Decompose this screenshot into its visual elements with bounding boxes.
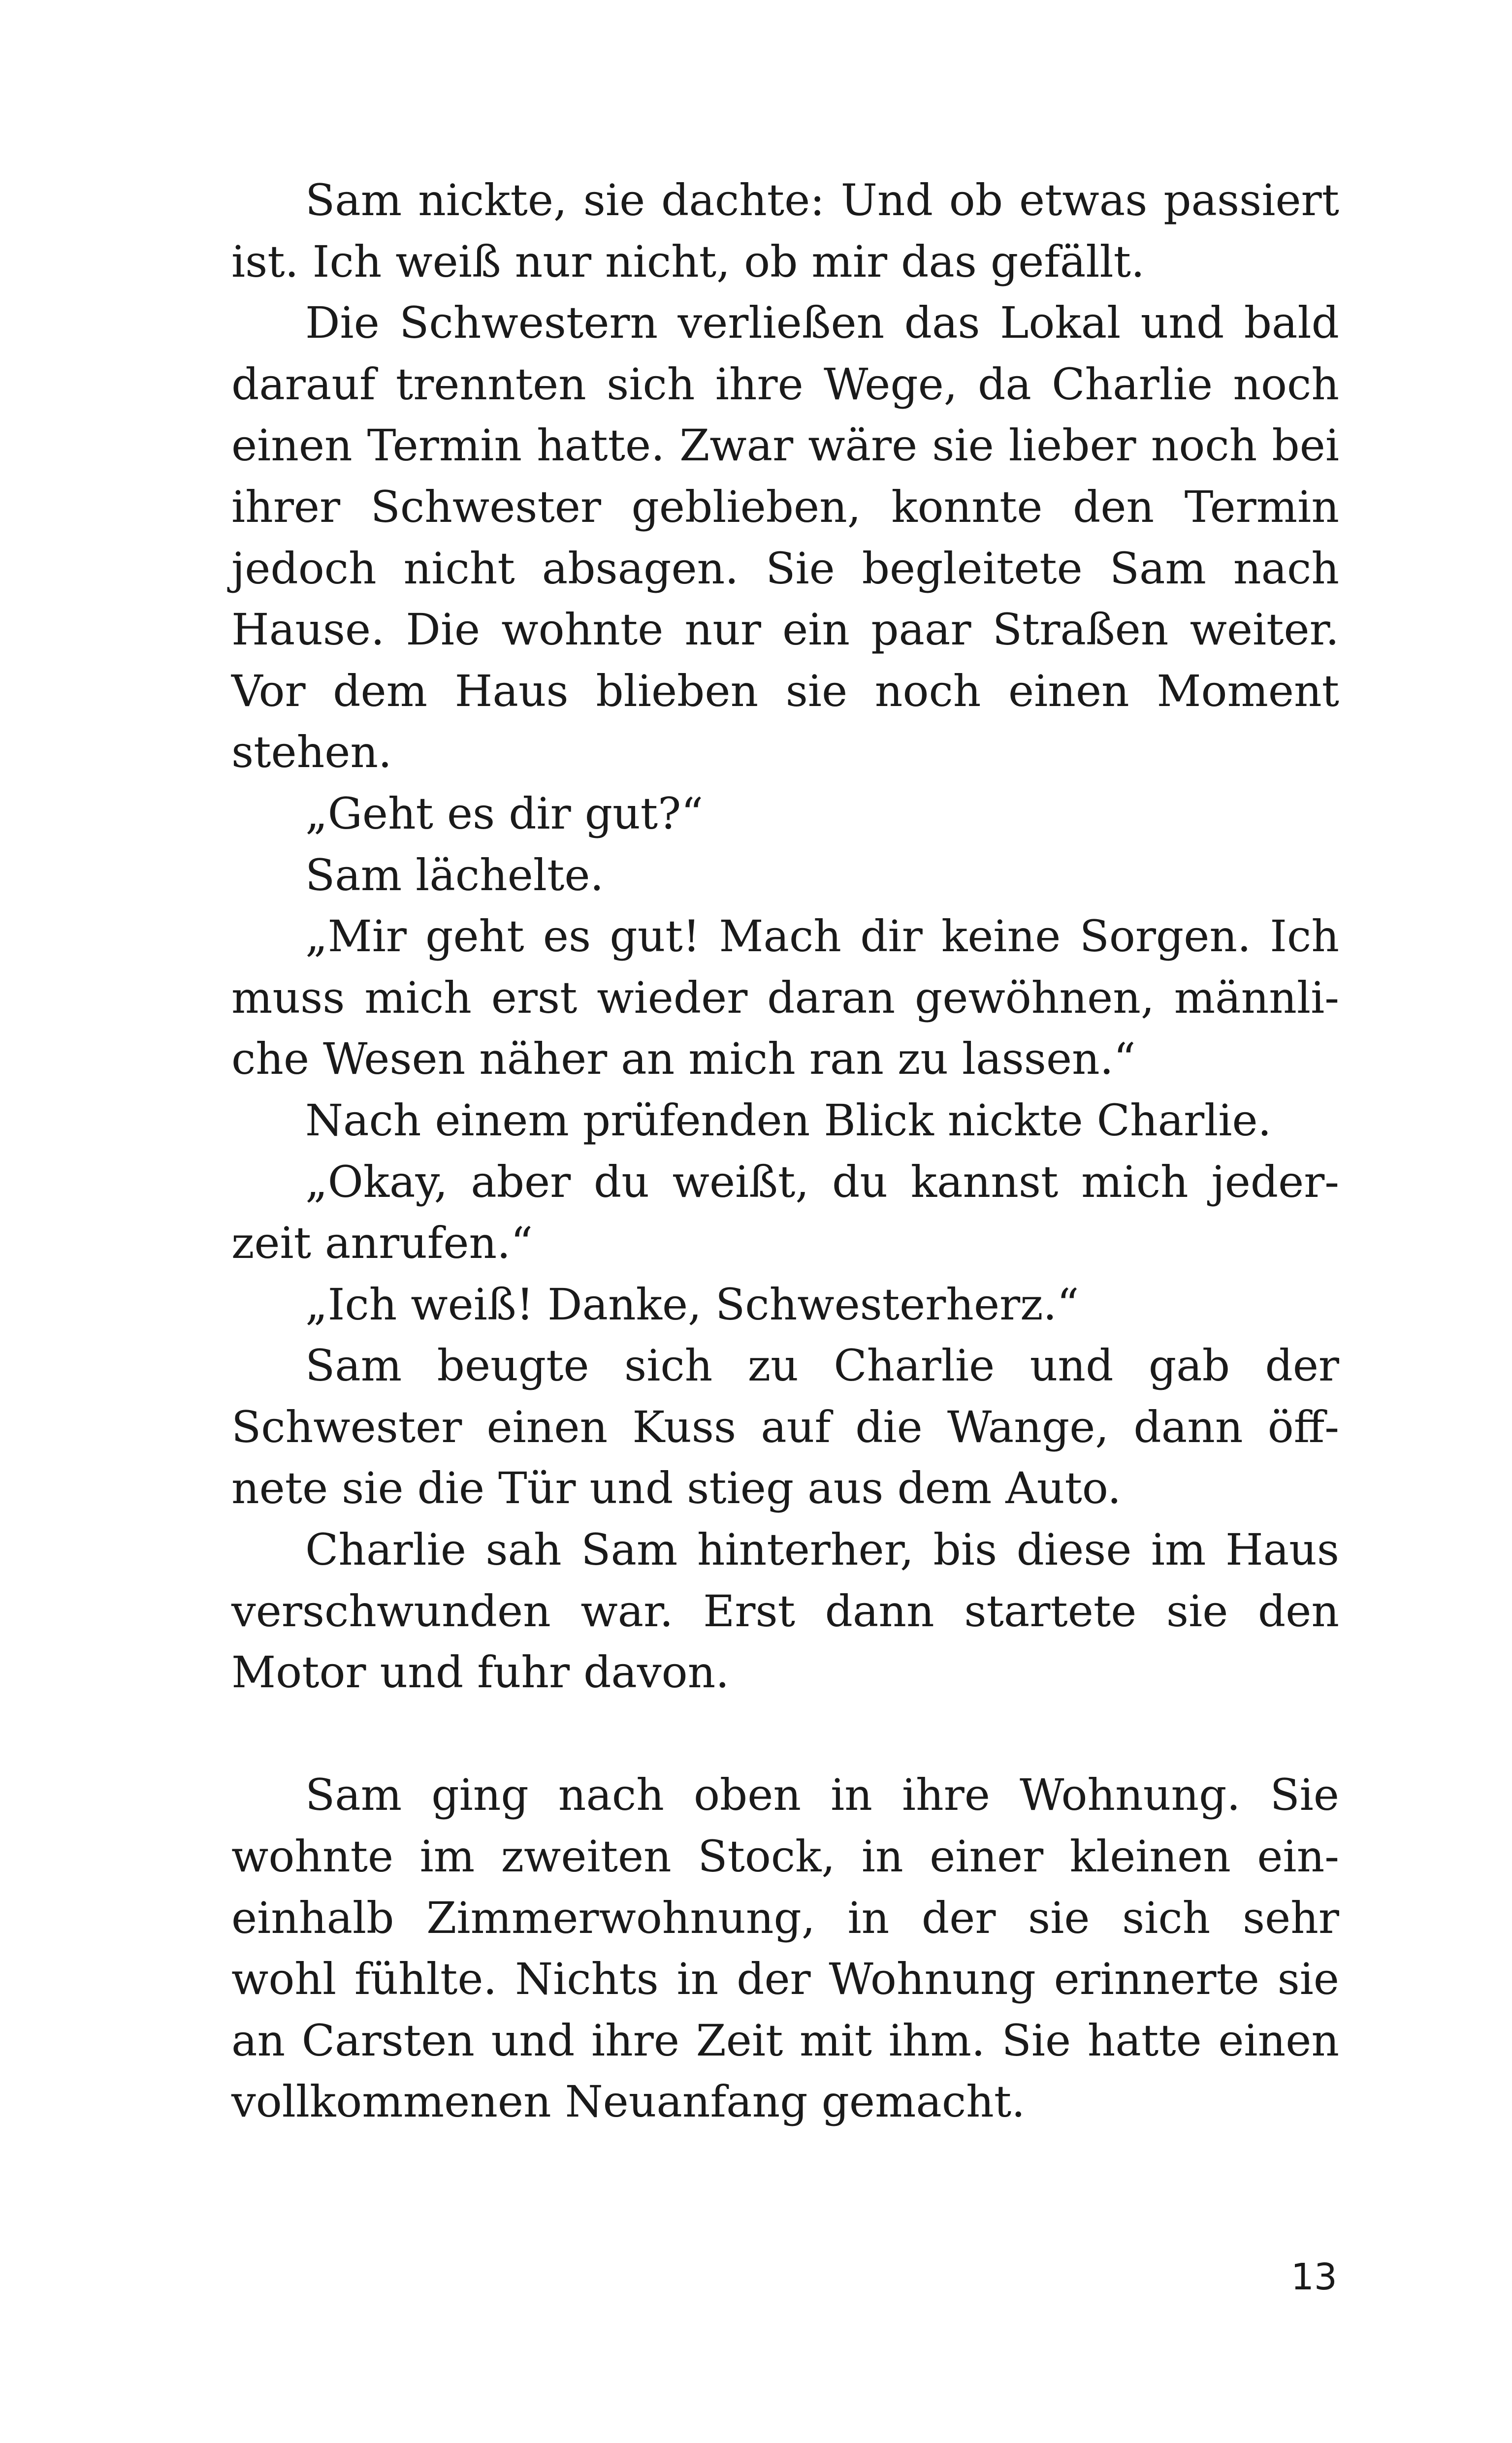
paragraph: „Mir geht es gut! Mach dir keine Sorgen. Ich muss mich erst wieder daran gewöhnen, männliche Wesen näher an mich ran zu lassen.“ [231, 911, 1339, 1085]
paragraph: Die Schwestern verließen das Lokal und bald darauf trennten sich ihre Wege, da Charlie noch einen Termin hatte. Zwar wäre sie lieber noch bei ihrer Schwester geblieben, konnte den Termin jedoch nicht absagen. Sie begleitete Sam nach Hause. Die wohnte nur ein paar Straßen weiter. Vor dem Haus blieben sie noch einen Moment stehen. [231, 297, 1339, 778]
paragraph: „Ich weiß! Danke, Schwesterherz.“ [305, 1279, 1079, 1330]
paragraph: Sam lächelte. [305, 849, 604, 900]
paragraph: „Okay, aber du weißt, du kannst mich jederzeit anrufen.“ [231, 1156, 1339, 1269]
paragraph: Sam beugte sich zu Charlie und gab der Schwester einen Kuss auf die Wange, dann öffnete sie die Tür und stieg aus dem Auto. [231, 1340, 1339, 1514]
body-text [231, 170, 1339, 2133]
paragraph: Sam ging nach oben in ihre Wohnung. Sie wohnte im zweiten Stock, in einer kleinen eineinhalb Zimmerwohnung, in der sie sich sehr wohl fühlte. Nichts in der Wohnung erinnerte sie an Carsten und ihre Zeit mit ihm. Sie hatte einen vollkommenen Neuanfang gemacht. [231, 1769, 1339, 2127]
paragraph: „Geht es dir gut?“ [305, 788, 704, 839]
paragraph: Charlie sah Sam hinterher, bis diese im Haus verschwunden war. Erst dann startete sie den Motor und fuhr davon. [231, 1524, 1339, 1698]
section-break [231, 1704, 1339, 1765]
paragraph: Nach einem prüfenden Blick nickte Charlie. [305, 1094, 1272, 1146]
page-number: 13 [1290, 2256, 1337, 2298]
paragraph: Sam nickte, sie dachte: Und ob etwas passiert ist. Ich weiß nur nicht, ob mir das gefällt. [231, 175, 1339, 287]
